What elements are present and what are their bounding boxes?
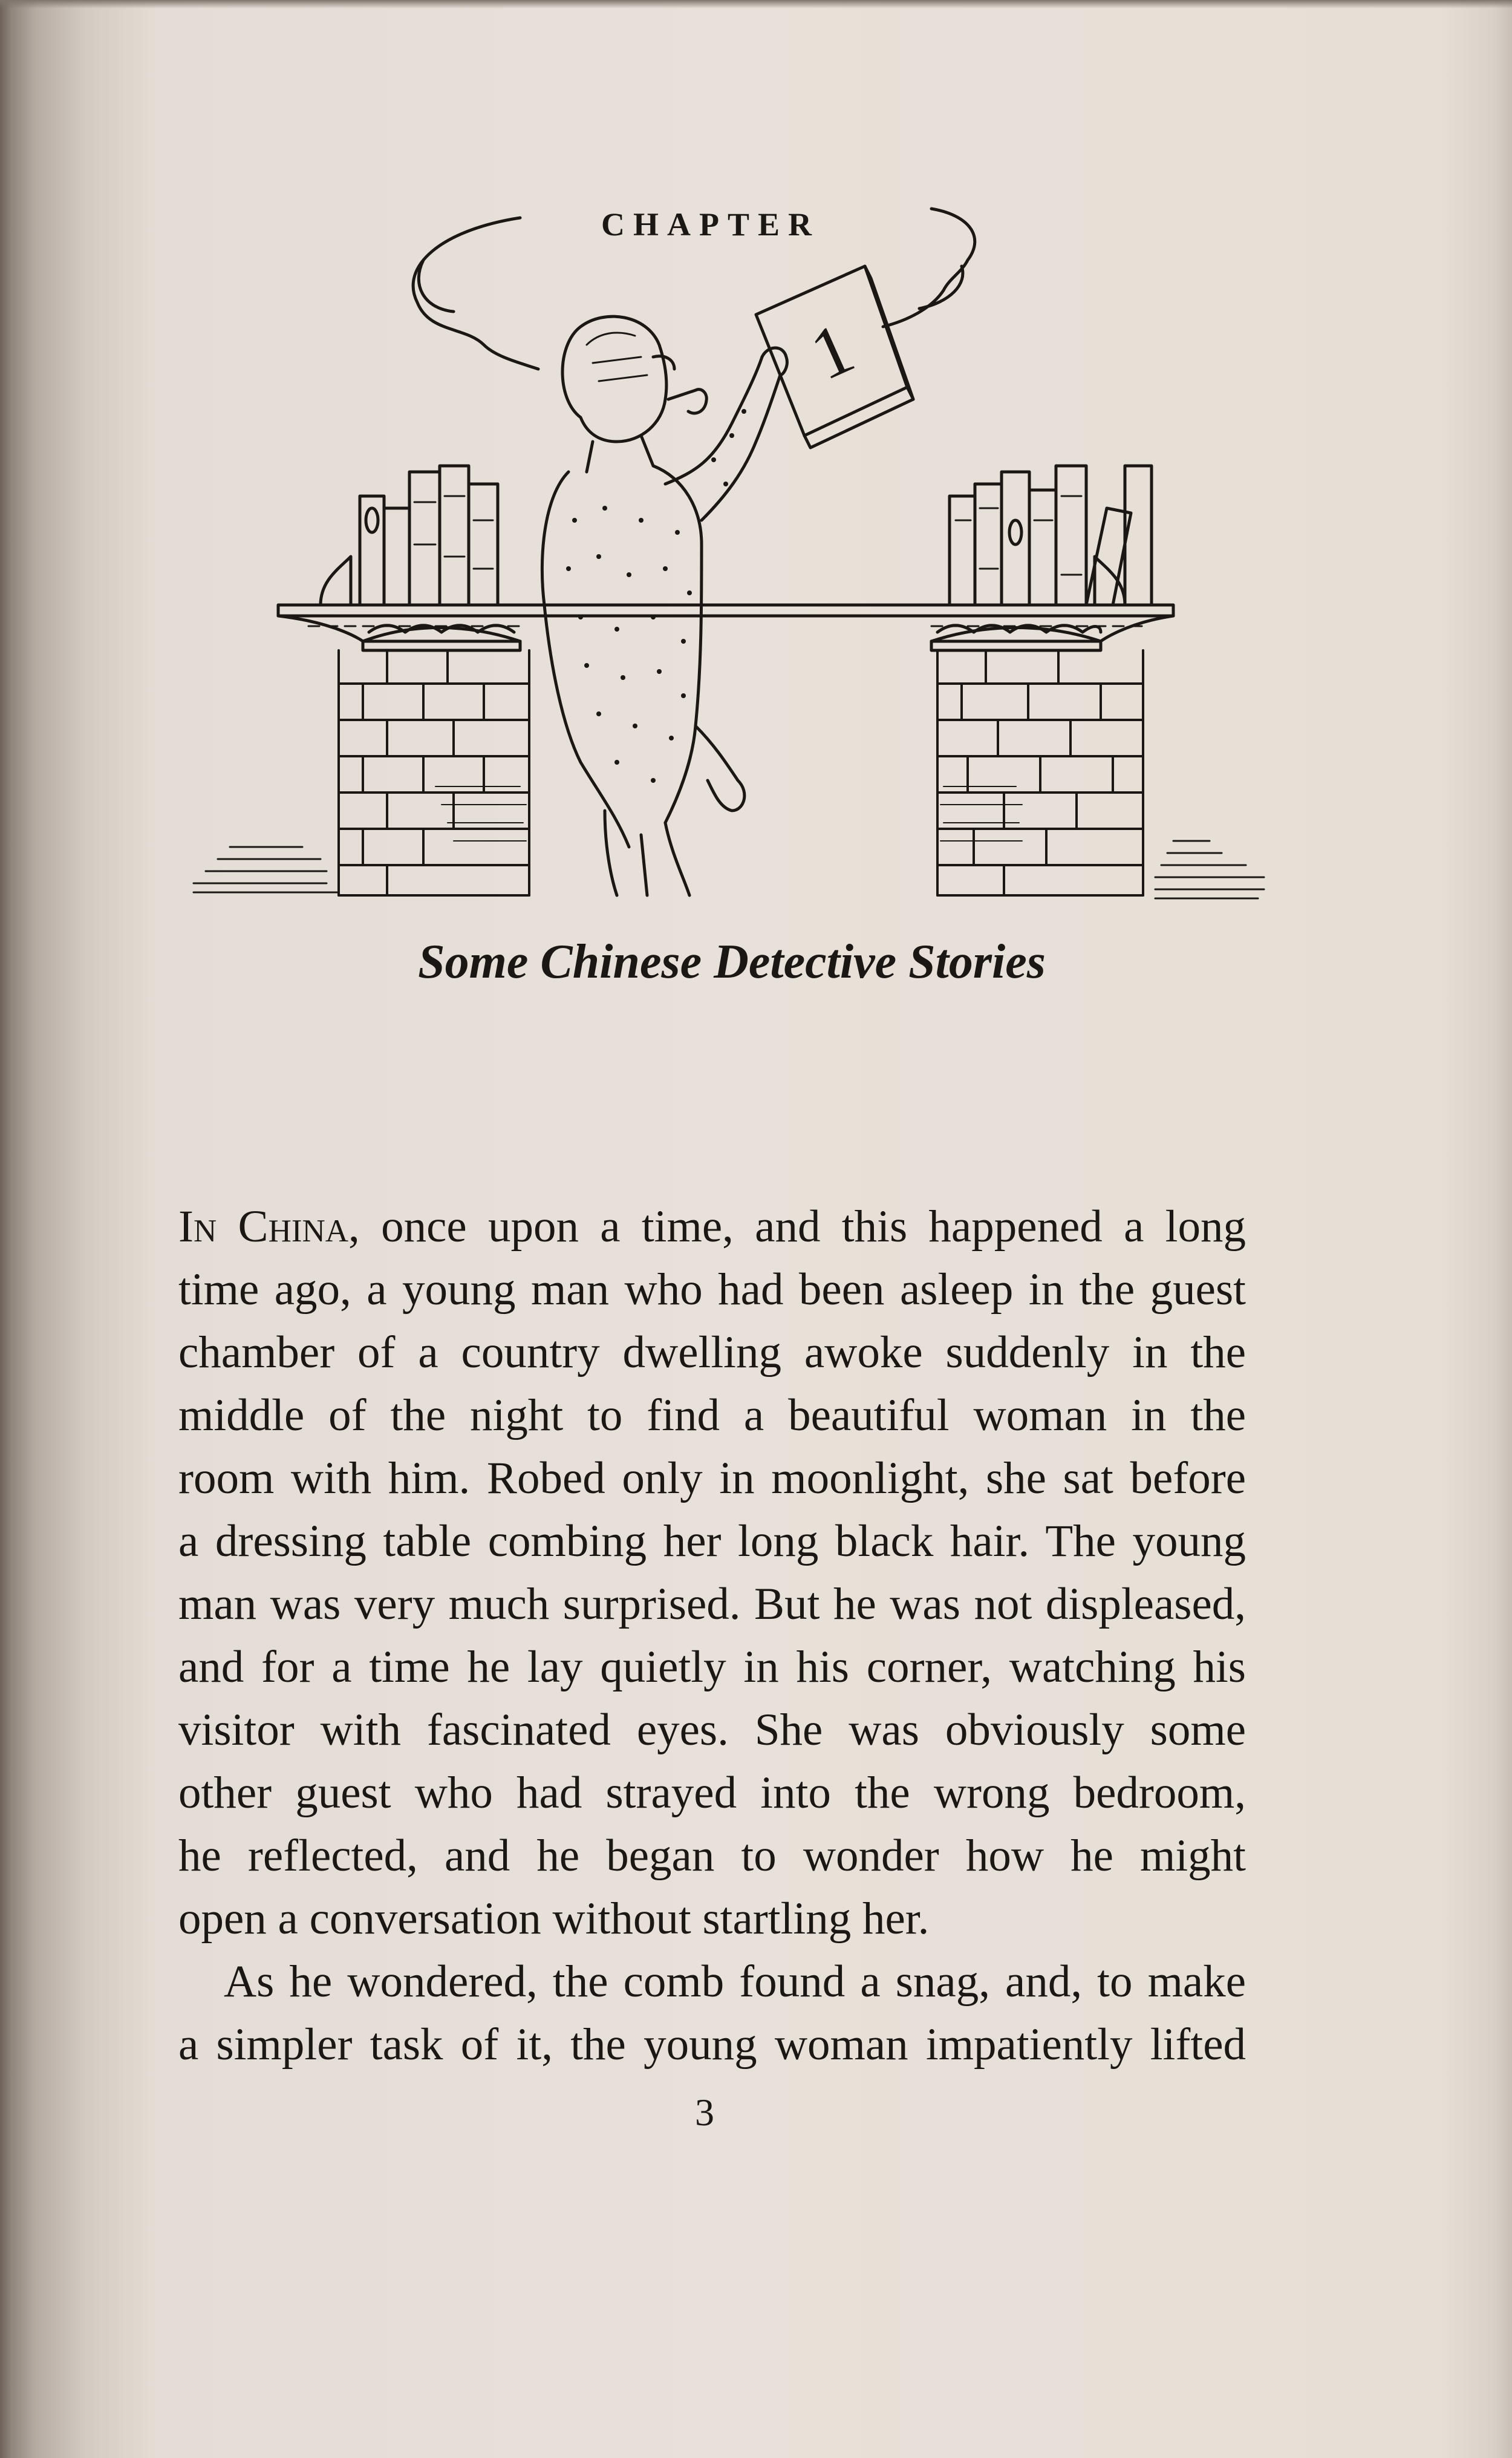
chapter-number: 1 — [799, 307, 865, 396]
smoke-swirl-left-icon — [413, 218, 538, 369]
text-line: In China, once upon a time, and this happened a long — [178, 1201, 1246, 1252]
brick-fireplace-right-icon — [937, 650, 1143, 895]
lead-small-caps: In China — [178, 1201, 349, 1252]
left-books-icon — [360, 466, 498, 605]
pipe-icon — [668, 390, 706, 413]
text-line: visitor with fascinated eyes. She was obviously some — [178, 1705, 1246, 1755]
brick-fireplace-left-icon — [339, 650, 529, 895]
text-line: a simpler task of it, the young woman impatiently lifted — [178, 2019, 1246, 2070]
text-line: he reflected, and he began to wonder how he might — [178, 1831, 1246, 1881]
text-line: middle of the night to find a beautiful woman in the — [178, 1390, 1246, 1440]
chapter-title: Some Chinese Detective Stories — [418, 935, 1046, 989]
text-line: chamber of a country dwelling awoke suddenly in the — [178, 1327, 1246, 1378]
text-line: open a conversation without startling her. — [178, 1894, 930, 1944]
text-line: time ago, a young man who had been asleep in the guest — [178, 1264, 1246, 1315]
text-line: and for a time he lay quietly in his corner, watching his — [178, 1642, 1246, 1692]
text-line: a dressing table combing her long black hair. The young — [178, 1516, 1246, 1566]
man-with-pipe-at-bookshelf-illustration — [181, 181, 1270, 938]
text-line: man was very much surprised. But he was not displeased, — [178, 1579, 1246, 1629]
chapter-label: CHAPTER — [601, 206, 820, 243]
text-line: room with him. Robed only in moonlight, she sat before — [178, 1453, 1246, 1503]
body-text — [178, 1195, 1246, 2076]
chapter-book-icon — [756, 266, 913, 448]
page-number: 3 — [695, 2091, 714, 2134]
text-line: other guest who had strayed into the wrong bedroom, — [178, 1768, 1246, 1818]
text-line: As he wondered, the comb found a snag, and, to make — [224, 1956, 1246, 2007]
